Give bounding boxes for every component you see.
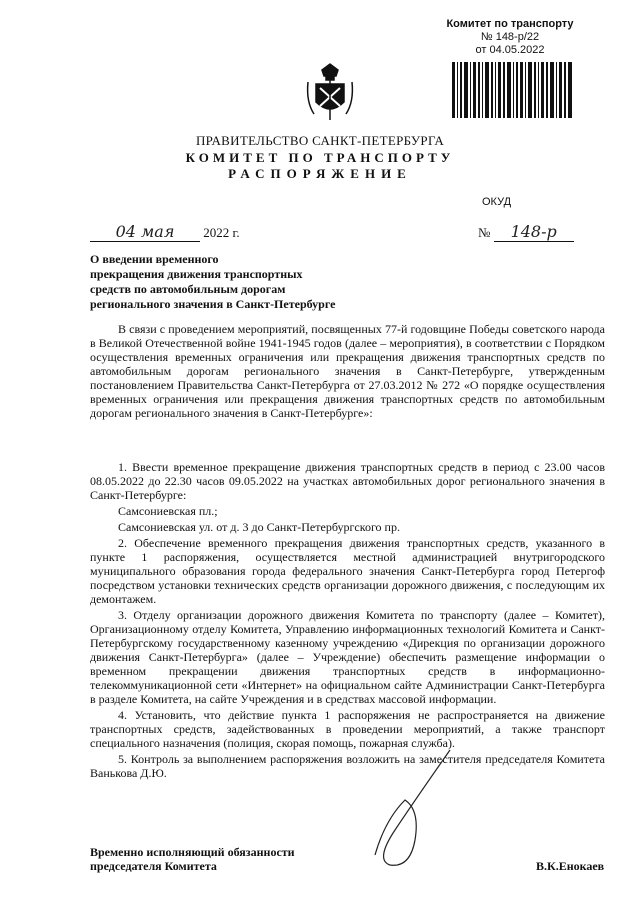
- number-prefix: №: [478, 225, 491, 240]
- stamp-line-2: № 148-р/22: [480, 31, 540, 43]
- signatory-name: В.К.Енокаев: [536, 859, 605, 873]
- subject-line: средств по автомобильным дорогам: [90, 282, 286, 296]
- subject-line: регионального значения в Санкт-Петербурге: [90, 297, 336, 311]
- okud-label: ОКУД: [482, 196, 512, 208]
- item-paragraph: 3. Отделу организации дорожного движения Комитета по транспорту (далее – Комитет), Организационному отделу Комитета, Управлению информационных технологий Комитета и Санкт-Петербургскому государственному казенному учреждению «Дирекция по организации дорожного движения Санкт-Петербурга» (далее – Учреждение) обеспечить размещение информации о временном прекращении движения транспортных средств в информационно-телекоммуникационной сети «Интернет» на официальном сайте Администрации Санкт-Петербурга в разделе Комитета, на сайте Учреждения и в средствах массовой информации.: [90, 608, 605, 706]
- signatory-title-line: Временно исполняющий обязанности: [90, 845, 295, 859]
- preamble-paragraph: В связи с проведением мероприятий, посвященных 77-й годовщине Победы советского народа в Великой Отечественной войне 1941-1945 годов (далее – мероприятия), в соответствии с Порядком осуществления временных ограничения или прекращения движения транспортных средств по автомобильным дорогам регионального значения в Санкт-Петербурге, утвержденным постановлением Правительства Санкт-Петербурга от 27.03.2012 № 272 «О порядке осуществления временных ограничения или прекращения движения транспортных средств по автомобильным дорогам регионального значения в Санкт-Петербурге»:: [90, 322, 605, 420]
- barcode-image: [452, 62, 572, 118]
- document-type: РАСПОРЯЖЕНИЕ: [228, 166, 412, 181]
- stamp-line-1: Комитет по транспорту: [446, 18, 574, 30]
- coat-of-arms-icon: [302, 62, 358, 122]
- item-paragraph: 4. Установить, что действие пункта 1 распоряжения не распространяется на движение транспортных средств, задействованных в проведении мероприятий, а также транспорт специального назначения (полиция, скорая помощь, пожарная служба).: [90, 708, 605, 750]
- signatory-title: [90, 845, 295, 873]
- order-items: [90, 460, 605, 780]
- handwritten-number: 148-р: [494, 222, 574, 242]
- stamp-line-3: от 04.05.2022: [475, 44, 545, 56]
- document-date: [90, 222, 240, 242]
- item-paragraph: 2. Обеспечение временного прекращения движения транспортных средств, указанного в пункте 1 распоряжения, осуществляется местной администрацией внутригородского муниципального образования города федерального значения Санкт-Петербурга город Петергоф посредством установки технических средств организации дорожного движения, с последующим их демонтажем.: [90, 536, 605, 606]
- date-year: 2022 г.: [203, 225, 240, 240]
- subject-line: О введении временного: [90, 252, 219, 266]
- item-paragraph: 1. Ввести временное прекращение движения транспортных средств в период с 23.00 часов 08.05.2022 до 22.30 часов 09.05.2022 на участках автомобильных дорог регионального значения в Санкт-Петербурге:: [90, 460, 605, 502]
- signatory-title-line: председателя Комитета: [90, 859, 217, 873]
- handwritten-signature: [355, 740, 465, 870]
- item-paragraph: Самсониевская ул. от д. 3 до Санкт-Петербургского пр.: [118, 520, 400, 534]
- document-subject: [90, 252, 350, 312]
- subject-line: прекращения движения транспортных: [90, 267, 303, 281]
- handwritten-date: 04 мая: [90, 222, 200, 242]
- item-paragraph: Самсониевская пл.;: [118, 504, 218, 518]
- document-number: [478, 222, 574, 242]
- government-name: ПРАВИТЕЛЬСТВО САНКТ-ПЕТЕРБУРГА: [195, 133, 445, 148]
- committee-name: КОМИТЕТ ПО ТРАНСПОРТУ: [185, 150, 455, 165]
- item-paragraph: 5. Контроль за выполнением распоряжения возложить на заместителя председателя Комитета Ванькова Д.Ю.: [90, 752, 605, 780]
- registration-stamp: [440, 18, 580, 57]
- preamble: [90, 322, 605, 420]
